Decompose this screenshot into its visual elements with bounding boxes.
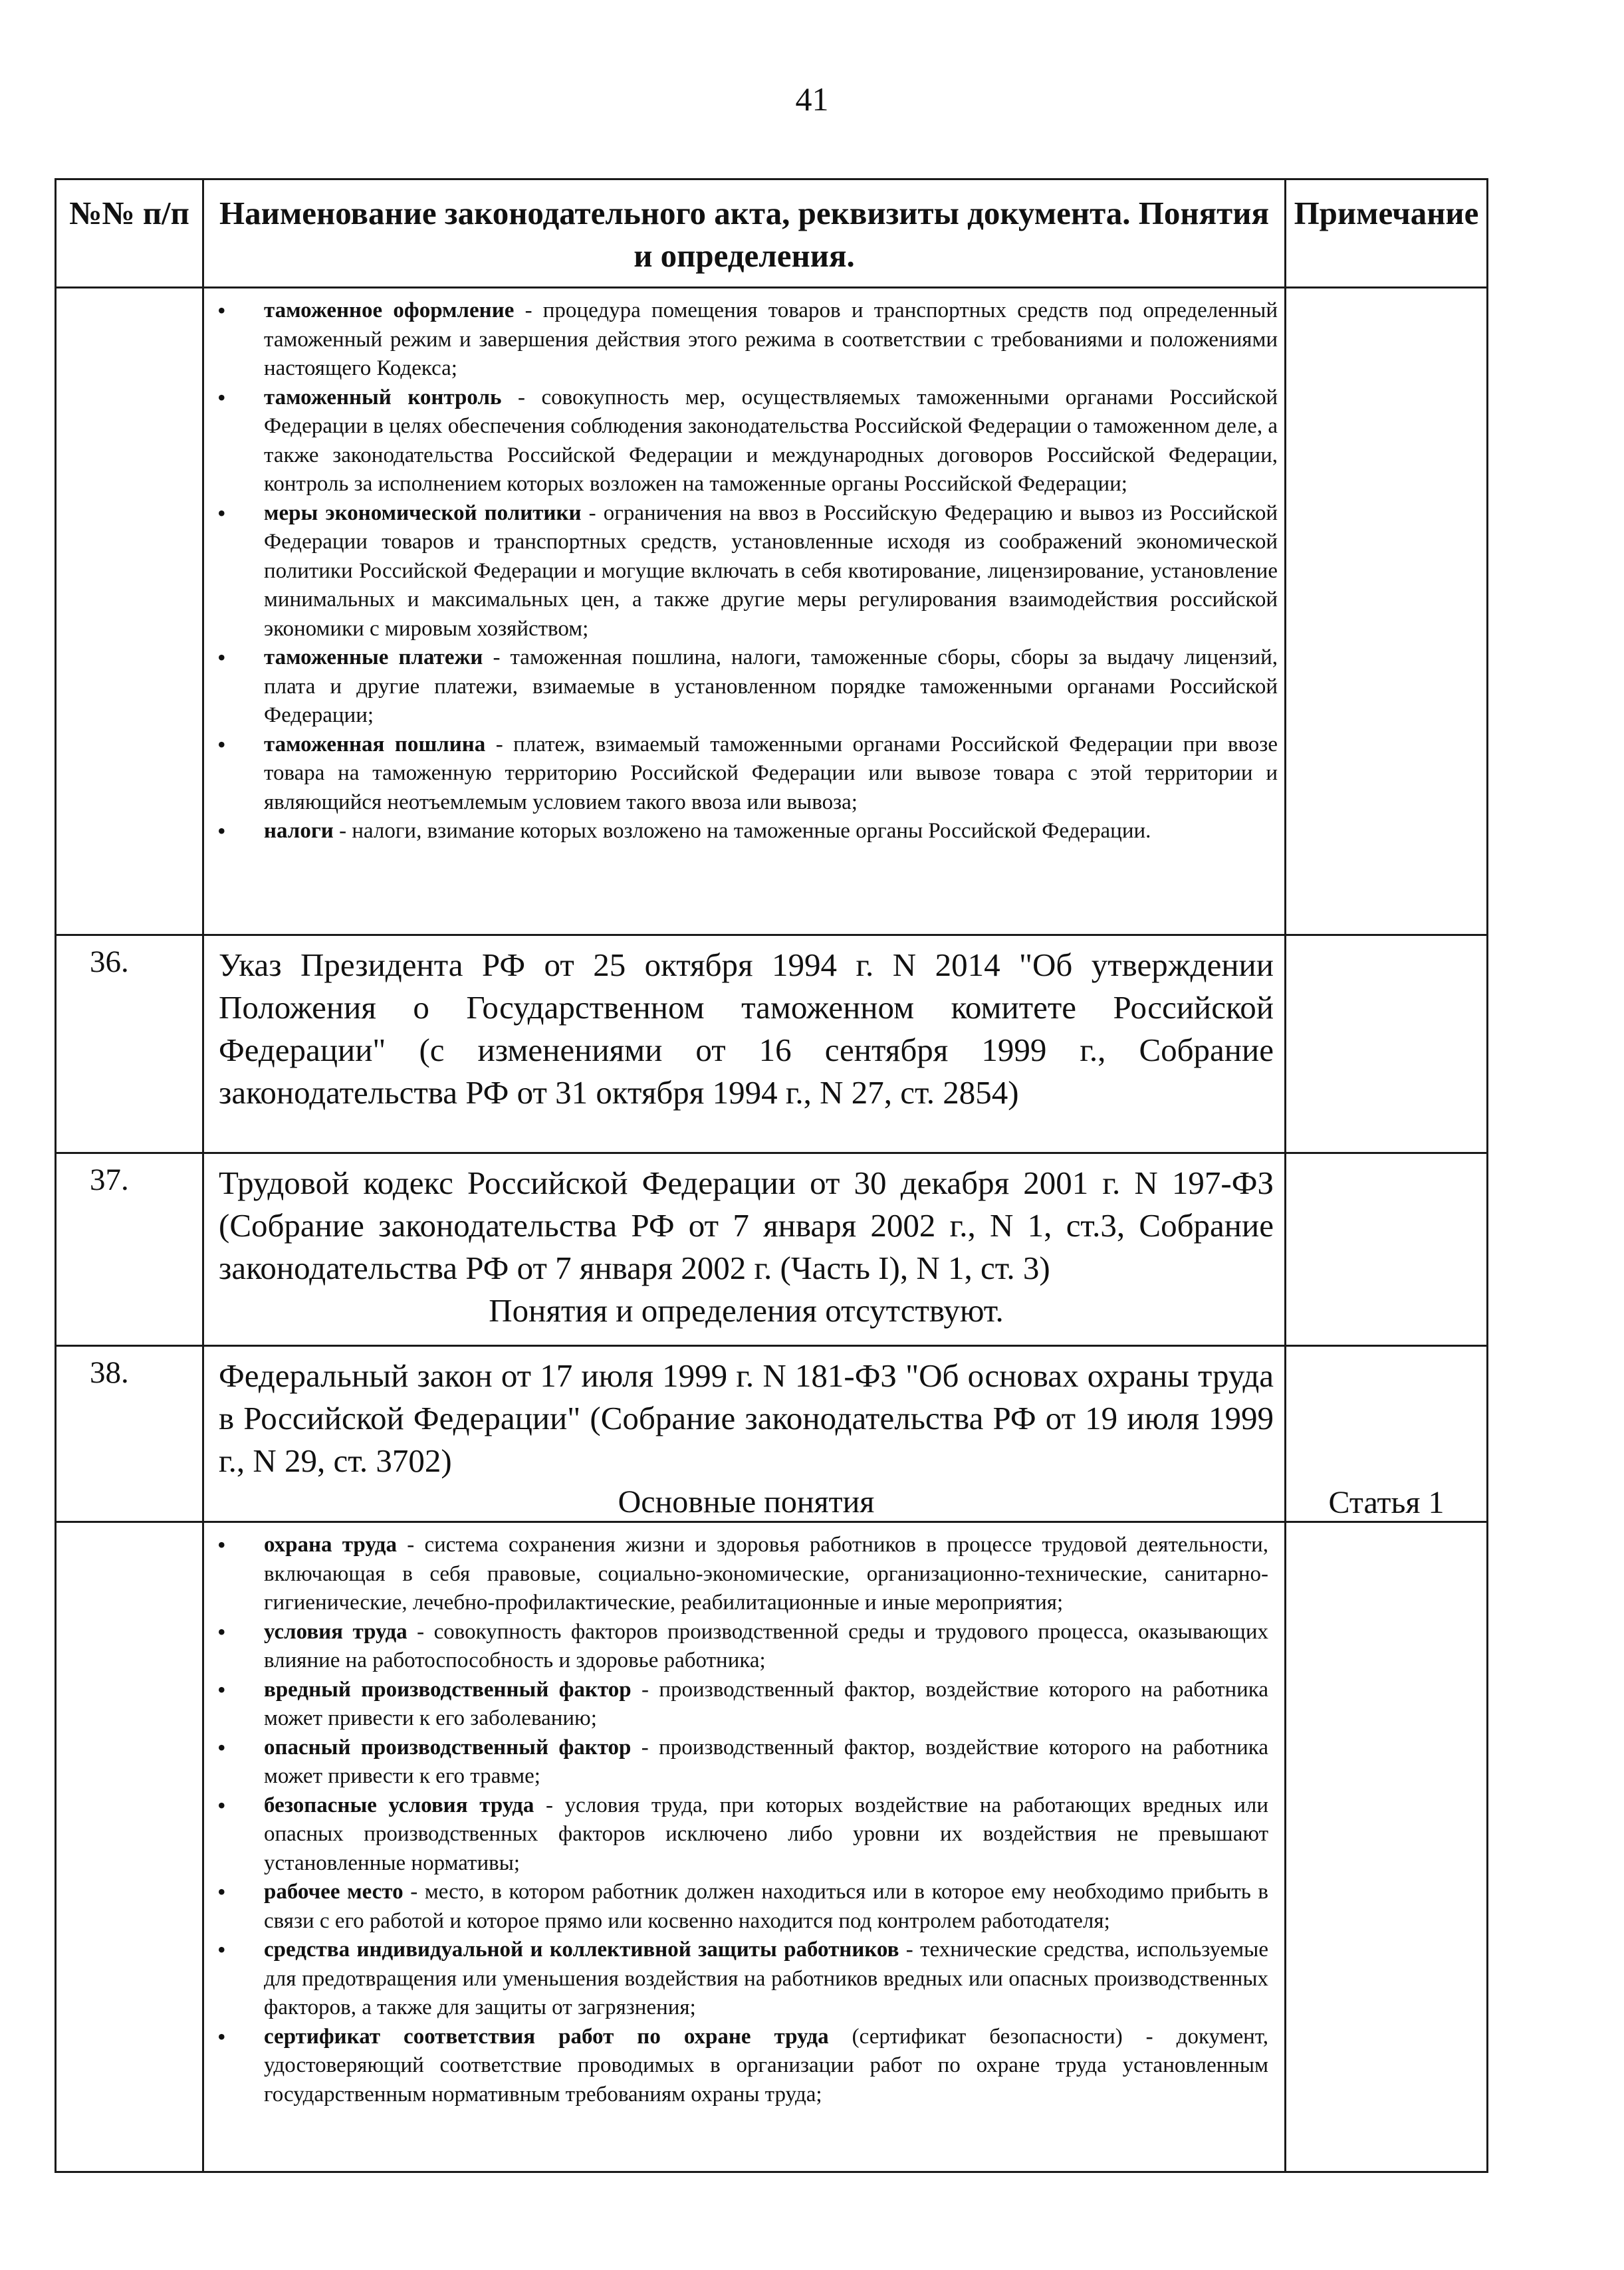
definition-term: условия труда (264, 1619, 407, 1644)
definition-term: опасный производственный фактор (264, 1735, 632, 1759)
definition-text: - ограничения на ввоз в Российскую Федерацию и вывоз из Российской Федерации товаров и транспортных средств, установленные исходя из соображений экономической политики Российской Федерации и могущие включать в себя квотирование, лицензирование, установление минимальных и максимальных цен, а также другие меры регулирования взаимодействия российской экономики с мировым хозяйством; (264, 501, 1278, 641)
definition-item (204, 2023, 1268, 2110)
act-description: Трудовой кодекс Российской Федерации от 30 декабря 2001 г. N 197-ФЗ (Собрание законодательства РФ от 7 января 2002 г., N 1, ст.3, Собрание законодательства РФ от 7 января 2002 г. (Часть I), N 1, ст. 3) (219, 1165, 1274, 1286)
definitions-cell (203, 1522, 1286, 2172)
definition-item (204, 731, 1278, 818)
definition-term: вредный производственный фактор (264, 1677, 632, 1702)
note-cell-empty (1286, 935, 1488, 1153)
definitions-row-labour (56, 1522, 1488, 2172)
act-description: Указ Президента РФ от 25 октября 1994 г. N 2014 "Об утверждении Положения о Государственном таможенном комитете Российской Федерации" (с изменениями от 16 сентября 1999 г., Собрание законодательства РФ от 31 октября 1994 г., N 27, ст. 2854) (203, 935, 1286, 1153)
note-cell-empty (1286, 1153, 1488, 1346)
legislation-table (55, 178, 1488, 2173)
note-cell-empty (1286, 288, 1488, 935)
definitions-cell (203, 288, 1286, 935)
definition-item (204, 1734, 1268, 1791)
definition-term: охрана труда (264, 1533, 397, 1557)
definition-term: таможенный контроль (264, 385, 502, 409)
definition-term: меры экономической политики (264, 501, 582, 525)
definition-item (204, 1791, 1268, 1878)
definition-text: - технические средства, используемые для предотвращения или уменьшения воздействия на работников вредных или опасных производственных факторов, а также для защиты от загрязнения; (264, 1938, 1268, 2019)
definition-item (204, 296, 1278, 384)
definition-term: рабочее место (264, 1880, 404, 1904)
note-article: Статья 1 (1286, 1346, 1488, 1522)
definition-text: - совокупность факторов производственной среды и трудового процесса, оказывающих влияние на работоспособность и здоровье работника; (264, 1619, 1268, 1672)
definition-term: таможенное оформление (264, 298, 515, 322)
act-description-cell (203, 1153, 1286, 1346)
table-row (56, 1346, 1488, 1522)
header-name: Наименование законодательного акта, реквизиты документа. Понятия и определения. (203, 179, 1286, 288)
definition-text: - производственный фактор, воздействие которого на работника может привести к его заболеванию; (264, 1677, 1268, 1730)
definition-item (204, 643, 1278, 731)
definition-text: (сертификат безопасности) - документ, удостоверяющий соответствие проводимых в организации работ по охране труда установленным государственным нормативным требованиям охраны труда; (264, 2024, 1268, 2106)
definition-item (204, 817, 1278, 846)
act-description: Федеральный закон от 17 июля 1999 г. N 181-ФЗ "Об основах охраны труда в Российской Федерации" (Собрание законодательства РФ от 19 июля 1999 г., N 29, ст. 3702) (219, 1357, 1274, 1479)
num-cell-empty (56, 1522, 203, 2172)
definition-term: безопасные условия труда (264, 1793, 534, 1817)
definitions-list (204, 1531, 1268, 2109)
table-row (56, 935, 1488, 1153)
no-definitions-note: Понятия и определения отсутствуют. (489, 1292, 1004, 1329)
definition-text: - место, в котором работник должен находиться или в которое ему необходимо прибыть в связи с его работой и которое прямо или косвенно находится под контролем работодателя; (264, 1880, 1268, 1933)
definition-text: - совокупность мер, осуществляемых таможенными органами Российской Федерации в целях обеспечения соблюдения законодательства Российской Федерации о таможенном деле, а также законодательства Российской Федерации и международных договоров Российской Федерации, контроль за исполнением которых возложен на таможенные органы Российской Федерации; (264, 385, 1278, 496)
definition-item (204, 384, 1278, 499)
definition-term: таможенные платежи (264, 645, 483, 669)
definition-text: - налоги, взимание которых возложено на таможенные органы Российской Федерации. (333, 819, 1151, 843)
definition-item (204, 1878, 1268, 1936)
definition-text: - система сохранения жизни и здоровья работников в процессе трудовой деятельности, включающая в себя правовые, социально-экономические, организационно-технические, санитарно-гигиенические, лечебно-профилактические, реабилитационные и иные мероприятия; (264, 1533, 1268, 1615)
definition-term: сертификат соответствия работ по охране труда (264, 2024, 829, 2049)
definitions-row-customs (56, 288, 1488, 935)
definition-term: налоги (264, 819, 334, 843)
definition-item (204, 1936, 1268, 2023)
header-note: Примечание (1286, 179, 1488, 288)
definition-text: - таможенная пошлина, налоги, таможенные сборы, сборы за выдачу лицензий, плата и другие платежи, взимаемые в установленном порядке таможенными органами Российской Федерации; (264, 645, 1278, 727)
act-description-cell (203, 1346, 1286, 1522)
definition-item (204, 499, 1278, 644)
note-cell-empty (1286, 1522, 1488, 2172)
definition-term: таможенная пошлина (264, 732, 486, 756)
table-row (56, 1153, 1488, 1346)
page-number: 41 (795, 80, 829, 118)
header-num: №№ п/п (56, 179, 203, 288)
definition-text: - процедура помещения товаров и транспортных средств под определенный таможенный режим и завершения действия этого режима в соответствии с требованиями и положениями настоящего Кодекса; (264, 298, 1278, 380)
definition-text: - условия труда, при которых воздействие на работающих вредных или опасных производственных факторов исключено либо уровни их воздействия не превышают установленные нормативы; (264, 1793, 1268, 1875)
table-header-row (56, 179, 1488, 288)
num-cell-empty (56, 288, 203, 935)
definition-item (204, 1531, 1268, 1618)
definition-item (204, 1676, 1268, 1734)
row-number: 37. (56, 1153, 203, 1346)
row-number: 36. (56, 935, 203, 1153)
row-number: 38. (56, 1346, 203, 1522)
definition-text: - производственный фактор, воздействие которого на работника может привести к его травме; (264, 1735, 1268, 1788)
definition-item (204, 1618, 1268, 1676)
basic-concepts-heading: Основные понятия (618, 1484, 875, 1520)
definition-term: средства индивидуальной и коллективной защиты работников (264, 1938, 899, 1962)
definitions-list (204, 296, 1278, 846)
definition-text: - платеж, взимаемый таможенными органами Российской Федерации при ввозе товара на таможенную территорию Российской Федерации или вывозе товара с этой территории и являющийся неотъемлемым условием такого ввоза или вывоза; (264, 732, 1278, 814)
